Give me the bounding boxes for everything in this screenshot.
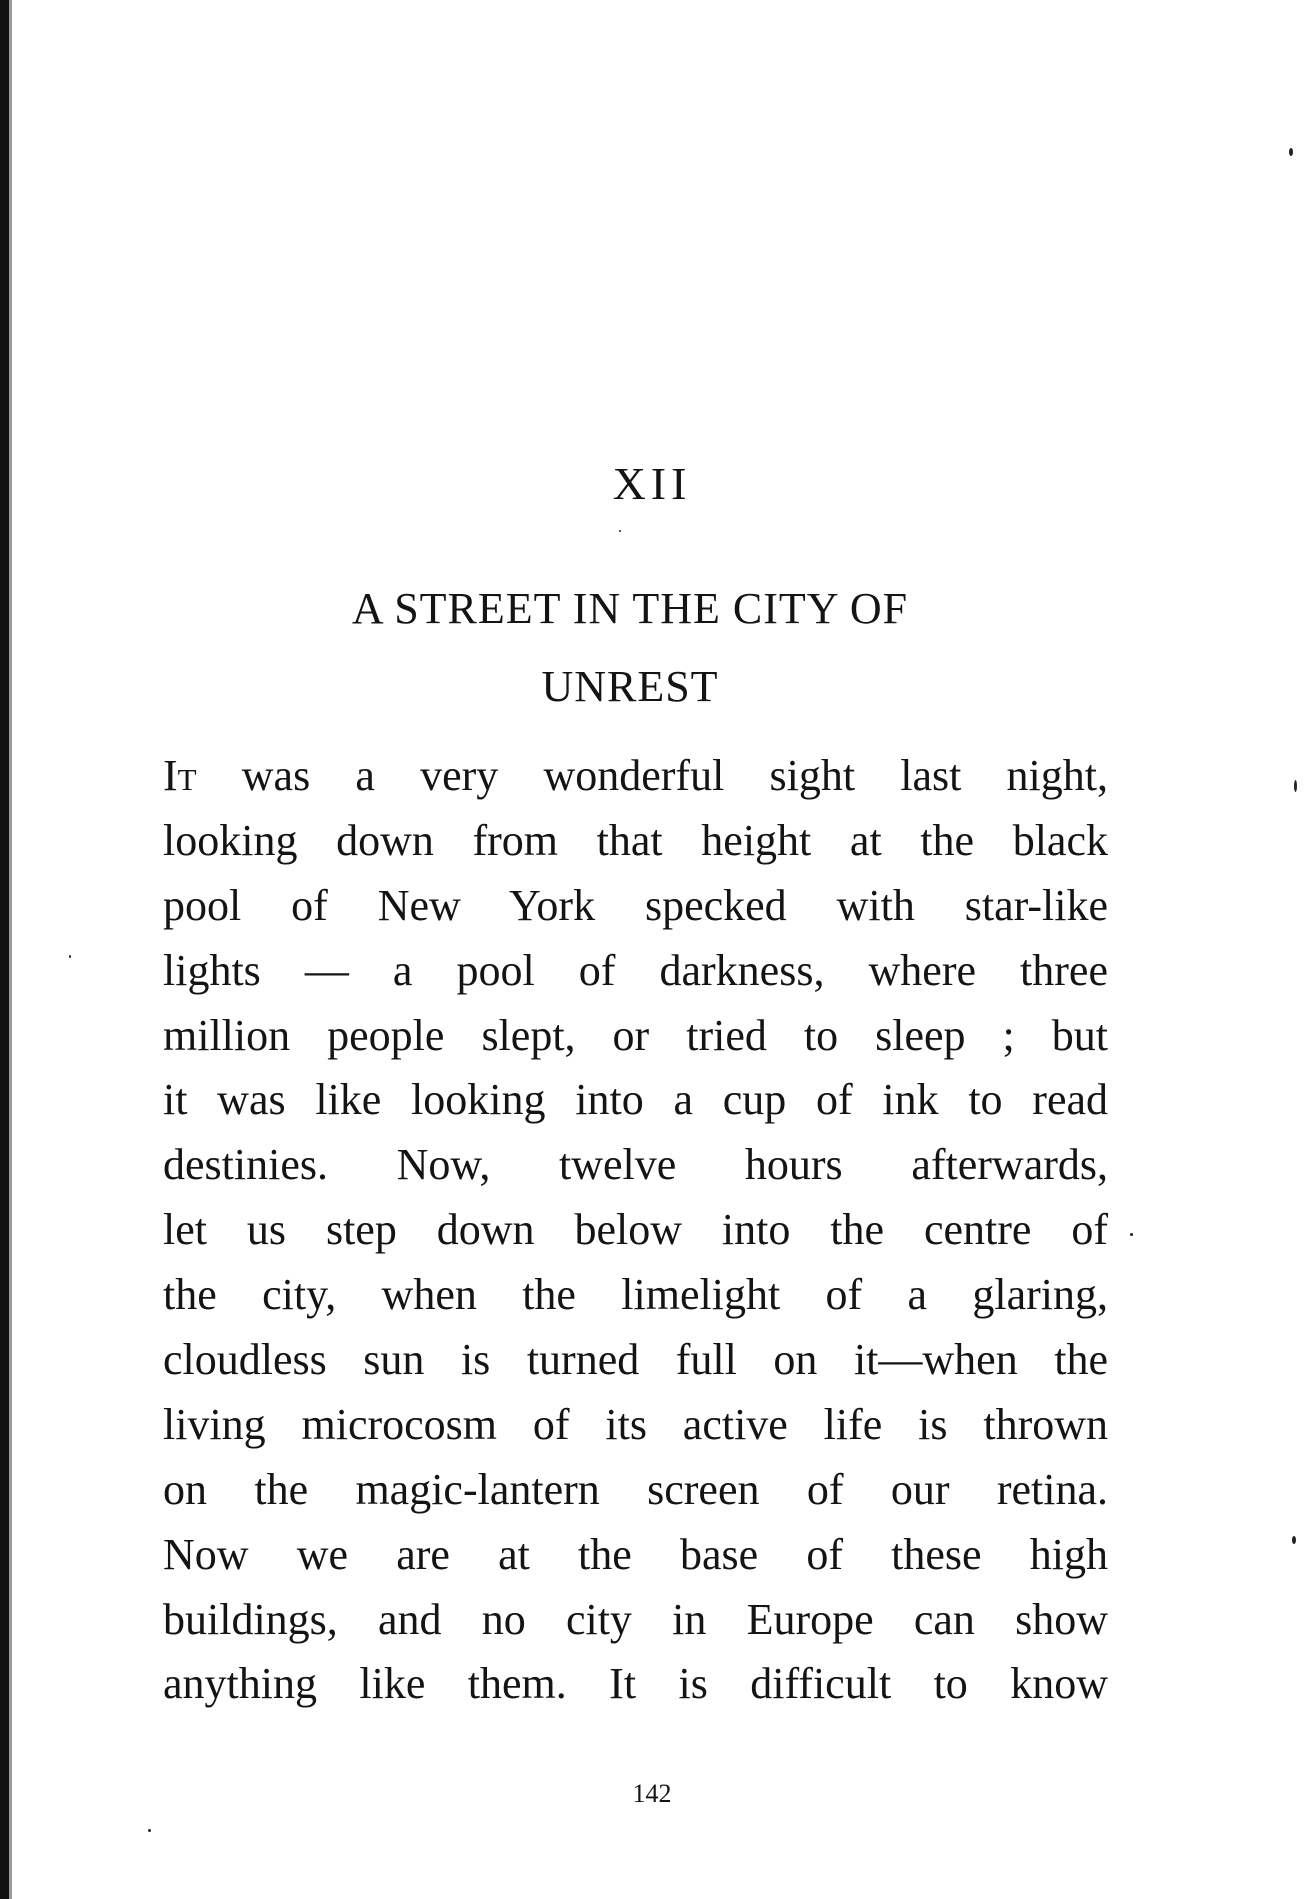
text-line-15: anything like them. It is difficult to know (163, 1659, 1108, 1709)
scan-speck (1130, 1233, 1133, 1236)
text-line-8: let us step down below into the centre of (163, 1205, 1108, 1255)
drop-word: It (163, 751, 197, 800)
text-line-10: cloudless sun is turned full on it—when the (163, 1335, 1108, 1385)
text-line-7: destinies. Now, twelve hours afterwards, (163, 1140, 1108, 1190)
text-line-1 (163, 744, 1108, 809)
text-line-13: Now we are at the base of these high (163, 1529, 1108, 1579)
scan-speck (148, 1829, 151, 1832)
body-paragraph (163, 744, 1108, 1717)
scan-speck (1289, 148, 1293, 156)
page-number: 142 (632, 1779, 672, 1808)
text-line-2: looking down from that height at the black (163, 815, 1108, 865)
scan-speck (1292, 1536, 1296, 1544)
text-line-14: buildings, and no city in Europe can show (163, 1594, 1108, 1644)
text-line-3: pool of New York specked with star-like (163, 880, 1108, 930)
text-line-1-rest: was a very wonderful sight last night, (196, 751, 1108, 800)
chapter-title (200, 570, 1060, 726)
chapter-title-line-1: A STREET IN THE CITY OF (351, 584, 909, 633)
binding-edge (0, 0, 9, 1899)
text-line-12: on the magic-lantern screen of our retina. (163, 1464, 1108, 1514)
binding-edge-shadow (9, 0, 12, 1899)
text-line-9: the city, when the limelight of a glaring, (163, 1270, 1108, 1320)
text-line-5: million people slept, or tried to sleep ; but (163, 1010, 1108, 1060)
scan-speck (619, 530, 621, 532)
chapter-number: XII (612, 458, 692, 509)
chapter-title-line-2: UNREST (541, 662, 719, 711)
text-line-6: it was like looking into a cup of ink to read (163, 1075, 1108, 1125)
scan-speck (69, 955, 71, 958)
text-line-11: living microcosm of its active life is thrown (163, 1399, 1108, 1449)
scan-speck (1294, 780, 1297, 792)
text-line-4: lights — a pool of darkness, where three (163, 945, 1108, 995)
